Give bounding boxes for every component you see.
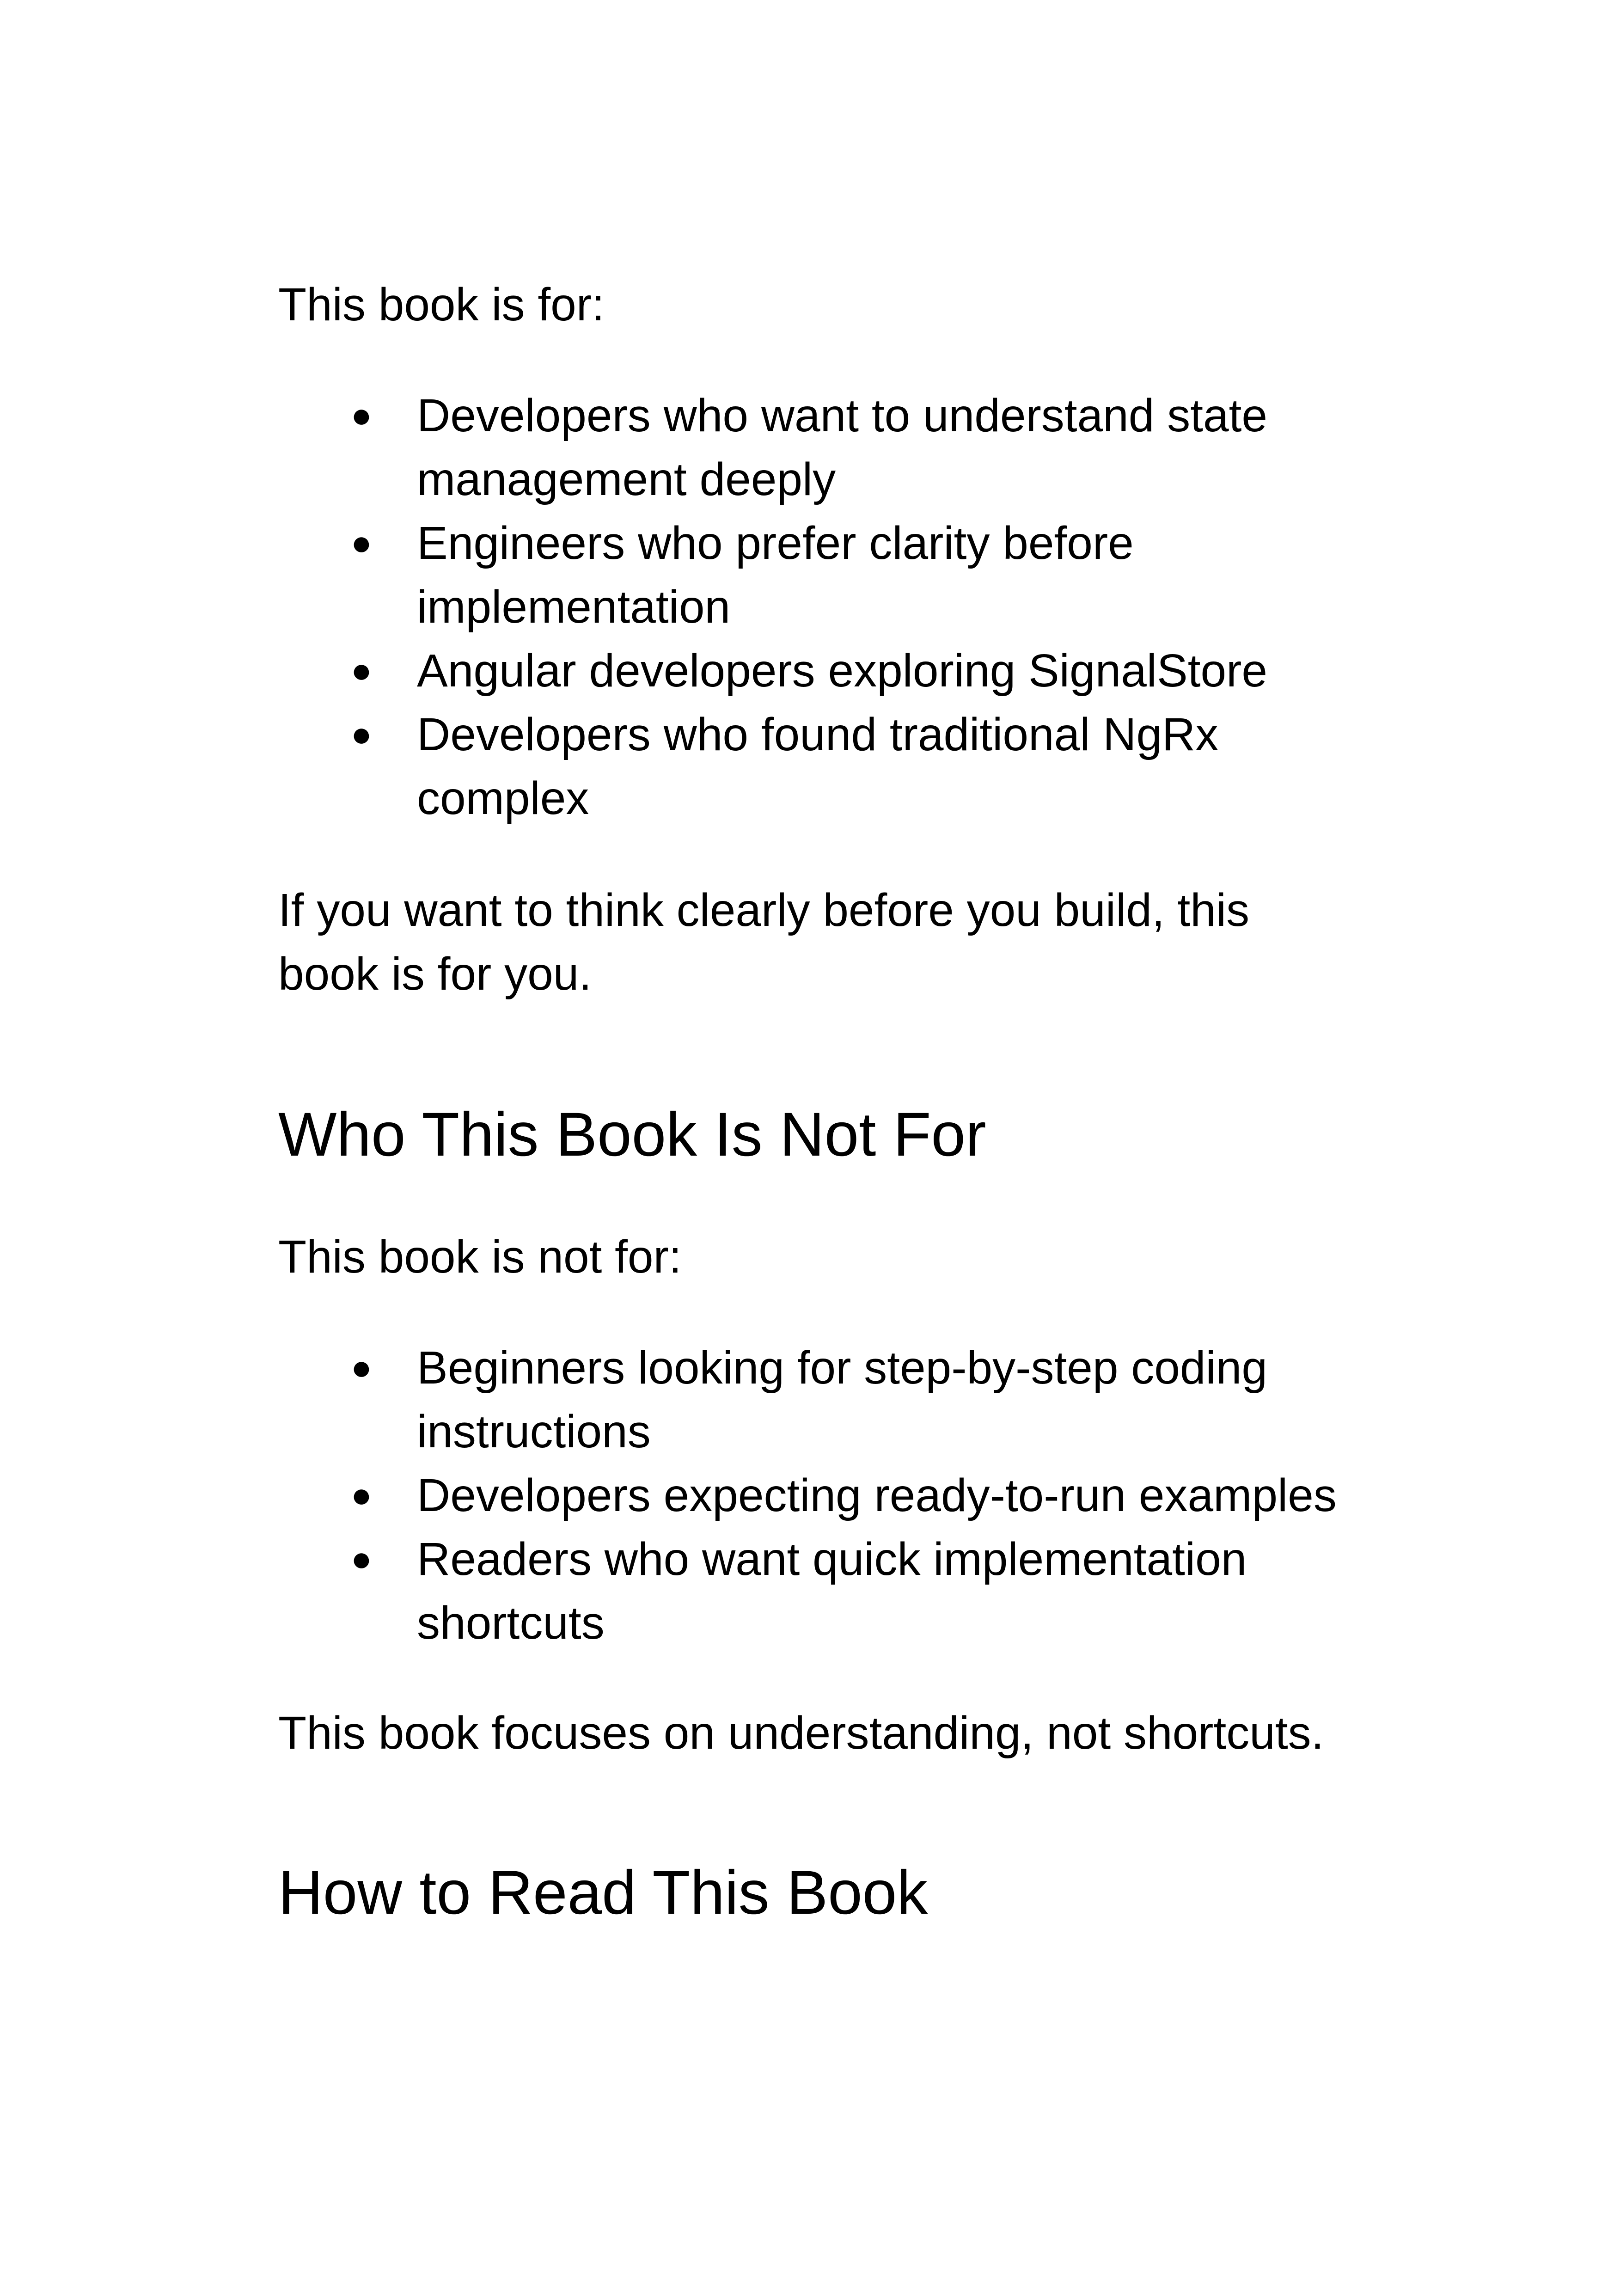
list-item <box>278 1336 1337 1463</box>
for-list <box>278 384 1267 830</box>
bullet-icon: ● <box>351 715 372 754</box>
for-closing <box>278 878 1249 1006</box>
list-item <box>278 703 1267 830</box>
bullet-icon: ● <box>351 1539 372 1579</box>
not-for-lead: This book is not for: <box>278 1231 682 1283</box>
list-item <box>278 511 1267 639</box>
list-item-line: complex <box>417 772 589 824</box>
closing-line: If you want to think clearly before you build, this <box>278 884 1250 936</box>
closing-line: book is for you. <box>278 948 592 1000</box>
list-item-line: Readers who want quick implementation <box>417 1533 1247 1585</box>
bullet-icon: ● <box>351 1348 372 1387</box>
list-item-line: instructions <box>417 1406 651 1457</box>
not-for-closing: This book focuses on understanding, not shortcuts. <box>278 1707 1324 1759</box>
bullet-icon: ● <box>351 651 372 690</box>
not-for-list <box>278 1336 1337 1655</box>
bullet-icon: ● <box>351 396 372 435</box>
list-item-line: Angular developers exploring SignalStore <box>417 645 1268 697</box>
list-item <box>278 1463 1337 1527</box>
bullet-icon: ● <box>351 523 372 563</box>
section-heading-how-to-read: How to Read This Book <box>278 1858 928 1927</box>
list-item-line: Developers who want to understand state <box>417 390 1267 441</box>
list-item-line: Engineers who prefer clarity before <box>417 517 1134 569</box>
list-item <box>278 384 1267 511</box>
list-item-line: implementation <box>417 581 731 633</box>
list-item-line: Developers who found traditional NgRx <box>417 709 1219 760</box>
section-heading-not-for: Who This Book Is Not For <box>278 1100 986 1169</box>
list-item-line: Beginners looking for step-by-step coding <box>417 1342 1267 1394</box>
list-item-line: management deeply <box>417 453 836 505</box>
list-item <box>278 1527 1337 1655</box>
list-item <box>278 639 1267 703</box>
for-lead: This book is for: <box>278 279 605 331</box>
list-item-line: Developers expecting ready-to-run examples <box>417 1469 1337 1521</box>
list-item-line: shortcuts <box>417 1597 605 1649</box>
bullet-icon: ● <box>351 1476 372 1515</box>
